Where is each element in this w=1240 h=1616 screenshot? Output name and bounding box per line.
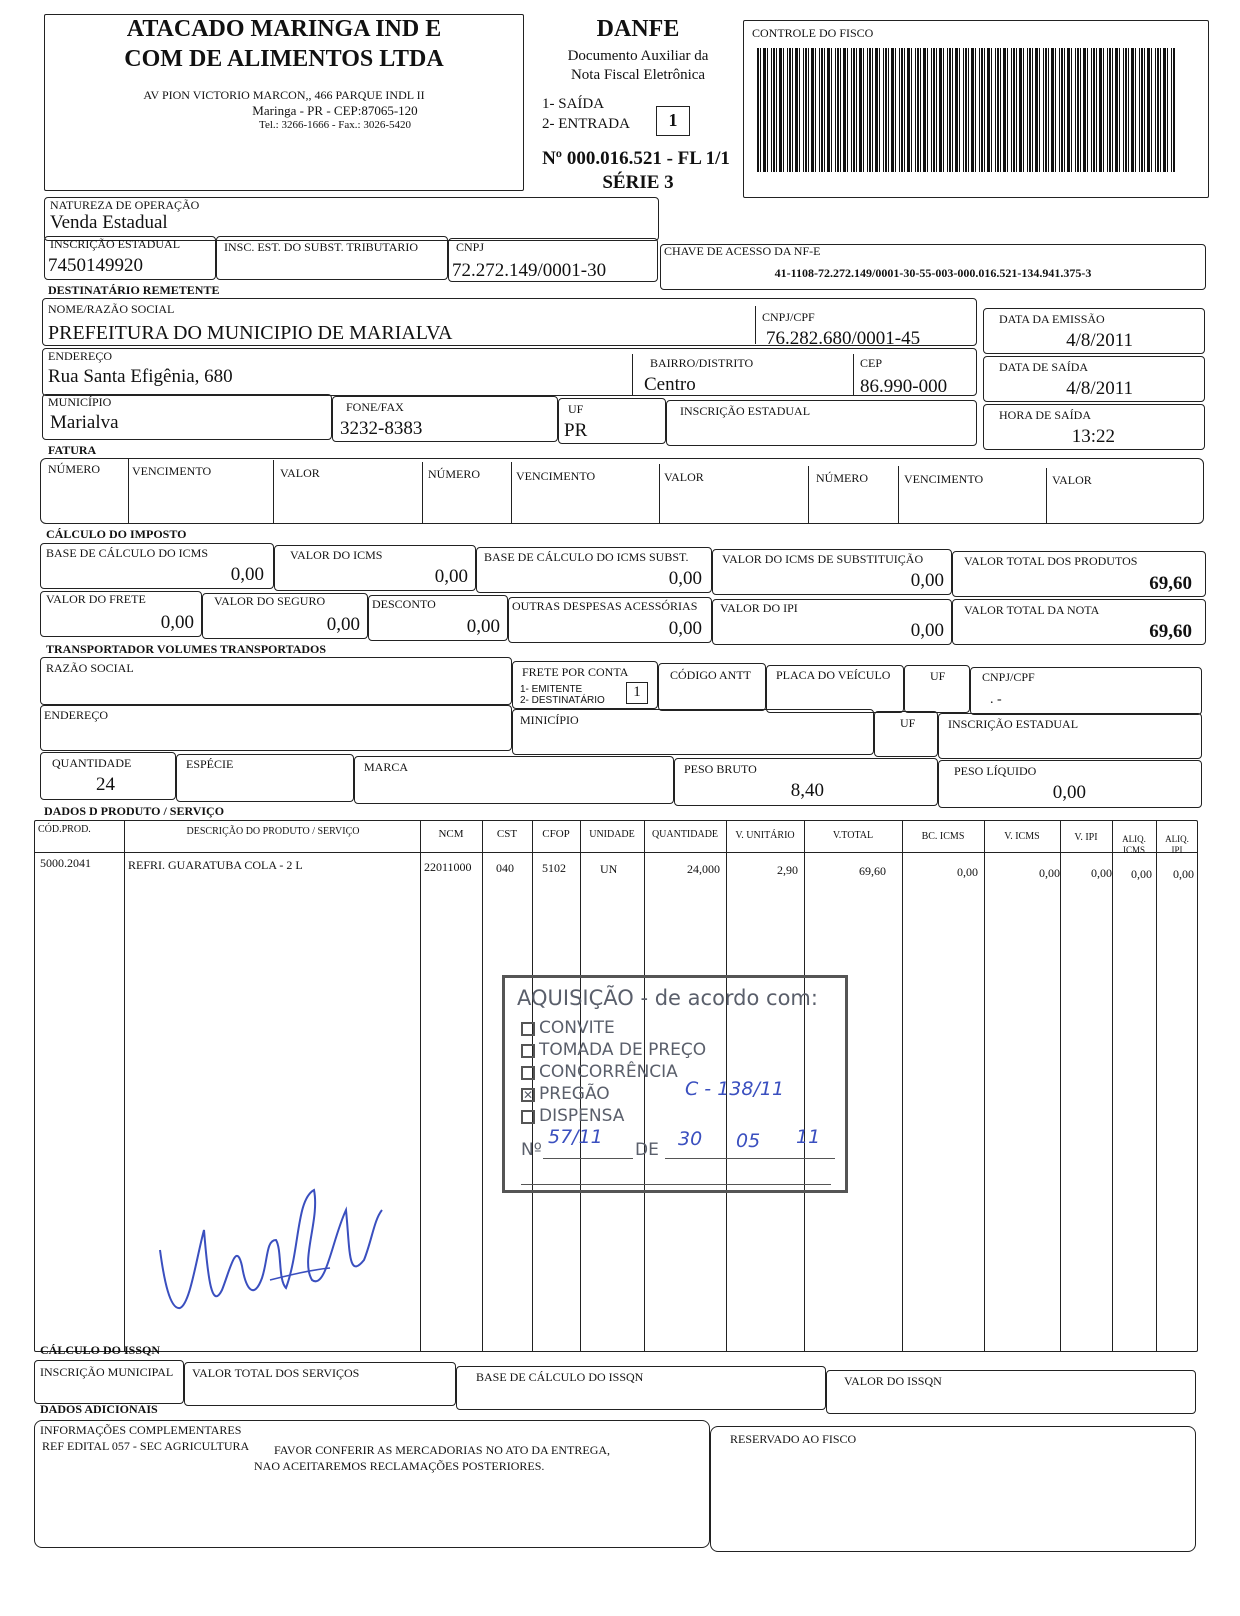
dest-cep-value: 86.990-000 [860,376,948,397]
prod-row-bcicms: 0,00 [957,865,978,879]
transp-placa-label: PLACA DO VEÍCULO [776,668,891,682]
fatura-div-7 [898,466,899,524]
imp-base-icms-value: 0,00 [230,564,264,585]
prod-h-aliq-ipi-2: IPI [1171,845,1183,855]
imp-frete-label: VALOR DO FRETE [46,592,146,606]
imp-total-nota-value: 69,60 [1149,621,1192,642]
dest-hora-value: 13:22 [1071,426,1115,447]
prod-h-bcicms: BC. ICMS [921,831,965,842]
fatura-div-3 [422,462,423,524]
cnpj-value: 72.272.149/0001-30 [452,260,607,281]
imp-seguro-value: 0,00 [326,614,360,635]
iest-label: INSC. EST. DO SUBST. TRIBUTARIO [224,240,419,254]
prod-h-aliq-icms-1: ALIQ. [1122,834,1146,844]
imp-seguro-label: VALOR DO SEGURO [214,594,326,608]
fatura-numero-2: NÚMERO [428,467,481,481]
stamp-opt-concorrencia: CONCORRÊNCIA [539,1062,678,1082]
dest-hora-label: HORA DE SAÍDA [999,408,1092,422]
fisco-label: CONTROLE DO FISCO [752,26,874,40]
dest-uf-value: PR [564,420,588,441]
emitente-city: Maringa - PR - CEP:87065-120 [252,103,418,118]
fatura-div-5 [659,464,660,524]
prod-col-aliq-ipi [1156,820,1157,1352]
adic-info-line2: NAO ACEITAREMOS RECLAMAÇÕES POSTERIORES. [254,1459,545,1473]
prod-h-cfop: CFOP [542,828,570,840]
dest-fone-label: FONE/FAX [346,400,404,414]
prod-row-desc: REFRI. GUARATUBA COLA - 2 L [128,858,303,872]
imp-frete-value: 0,00 [160,612,194,633]
transp-peso-liq-value: 0,00 [1052,782,1086,803]
transp-razao-label: RAZÃO SOCIAL [46,661,134,675]
dest-cnpj-divider [755,306,756,344]
stamp-check-pregao: ✕ [523,1088,534,1102]
adic-info-line1b: FAVOR CONFERIR AS MERCADORIAS NO ATO DA ENTREGA, [274,1443,611,1457]
dest-bairro-divider [632,354,633,396]
transp-endereco-label: ENDEREÇO [44,708,108,722]
prod-h-quantidade: QUANTIDADE [651,829,719,840]
imp-outras-label: OUTRAS DESPESAS ACESSÓRIAS [512,599,698,613]
fatura-div-2 [273,460,274,524]
stamp-sign-line [521,1184,831,1185]
prod-row-ncm: 22011000 [424,860,472,874]
prod-row-vipi: 0,00 [1091,866,1112,880]
stamp-hand-date-y: 11 [796,1126,821,1148]
fatura-div-1 [128,458,129,524]
transp-marca-label: MARCA [364,760,409,774]
barcode [757,48,1175,172]
stamp-check-concorrencia [521,1066,535,1080]
prod-row-vtotal: 69,60 [859,864,886,878]
dest-emissao-label: DATA DA EMISSÃO [999,312,1105,326]
prod-h-unidade: UNIDADE [589,829,635,840]
signature [150,1170,390,1320]
imp-icms-subst-label: VALOR DO ICMS DE SUBSTITUIÇÃO [722,552,924,566]
fatura-section: FATURA [48,443,97,457]
imp-total-nota-label: VALOR TOTAL DA NOTA [964,603,1100,617]
imp-ipi-label: VALOR DO IPI [720,601,798,615]
dest-municipio-label: MUNICÍPIO [48,395,112,409]
issqn-valor-label: VALOR DO ISSQN [844,1374,942,1388]
dest-fone-value: 3232-8383 [340,418,423,439]
prod-row-unidade: UN [600,862,618,876]
dest-emissao-value: 4/8/2011 [1066,330,1133,351]
prod-h-cst: CST [496,828,518,840]
stamp-title: AQUISIÇÃO - de acordo com: [517,986,818,1010]
prod-row-cfop: 5102 [542,861,566,875]
issqn-base-label: BASE DE CÁLCULO DO ISSQN [476,1370,644,1384]
prod-row-vicms: 0,00 [1039,866,1060,880]
fatura-valor-3: VALOR [1052,473,1092,487]
transp-cnpj-label: CNPJ/CPF [982,670,1035,684]
prod-h-ncm: NCM [438,828,464,840]
dest-cnpj-value: 76.282.680/0001-45 [766,328,921,349]
dest-nome-label: NOME/RAZÃO SOCIAL [48,302,175,316]
dest-endereco-label: ENDEREÇO [48,349,112,363]
transp-endereco-box [40,705,512,751]
fatura-valor-2: VALOR [664,470,704,484]
prod-row-aliq-icms: 0,00 [1131,867,1152,881]
emitente-name-line2: COM DE ALIMENTOS LTDA [124,46,444,72]
transp-peso-liq-label: PESO LÍQUIDO [954,764,1037,778]
danfe-type-box: 1 [656,106,690,136]
stamp-opt-convite: CONVITE [539,1018,615,1038]
danfe-opt-saida: 1- SAÍDA [542,96,605,112]
stamp-de-label: DE [635,1140,659,1160]
imp-valor-icms-value: 0,00 [434,566,468,587]
issqn-section: CÁLCULO DO ISSQN [40,1343,161,1357]
dest-municipio-value: Marialva [50,412,119,433]
imp-outras-value: 0,00 [668,618,702,639]
transp-uf2-label: UF [900,716,916,730]
produtos-header-line [34,852,1198,853]
stamp-no-label: Nº [521,1140,542,1160]
prod-h-desc: DESCRIÇÃO DO PRODUTO / SERVIÇO [186,826,360,837]
prod-h-vipi: V. IPI [1074,832,1098,843]
adic-info-line1a: REF EDITAL 057 - SEC AGRICULTURA [42,1439,250,1453]
aquisicao-stamp [502,975,848,1193]
stamp-check-tomada [521,1044,535,1058]
prod-h-vtotal: V.TOTAL [832,830,874,841]
transp-frete-value: 1 [626,682,648,704]
dest-ie-label: INSCRIÇÃO ESTADUAL [680,404,811,418]
natureza-label: NATUREZA DE OPERAÇÃO [50,198,200,212]
emitente-phone: Tel.: 3266-1666 - Fax.: 3026-5420 [259,119,411,131]
ie-value: 7450149920 [48,255,143,276]
prod-h-aliq-ipi-1: ALIQ. [1165,834,1189,844]
transp-cnpj-value: . - [990,692,1002,707]
prod-col-bcicms [902,820,903,1352]
prod-row-quantidade: 24,000 [687,862,720,876]
issqn-servicos-label: VALOR TOTAL DOS SERVIÇOS [192,1366,360,1380]
transportador-section: TRANSPORTADOR VOLUMES TRANSPORTADOS [46,642,327,656]
imp-icms-subst-value: 0,00 [910,570,944,591]
imp-ipi-value: 0,00 [910,620,944,641]
prod-row-aliq-ipi: 0,00 [1173,867,1194,881]
danfe-subtitle1: Documento Auxiliar da [567,48,709,64]
prod-h-vicms: V. ICMS [1004,831,1040,842]
imp-base-subst-label: BASE DE CÁLCULO DO ICMS SUBST. [484,550,689,564]
stamp-opt-dispensa: DISPENSA [539,1106,625,1126]
dest-cep-label: CEP [860,356,883,370]
transp-antt-label: CÓDIGO ANTT [670,668,751,682]
stamp-hand-number: 57/11 [548,1126,603,1148]
cnpj-label: CNPJ [456,240,485,254]
dest-bairro-label: BAIRRO/DISTRITO [650,356,754,370]
imp-base-subst-value: 0,00 [668,568,702,589]
transp-uf-label: UF [930,669,946,683]
transp-frete-label: FRETE POR CONTA [522,665,629,679]
dest-cnpj-label: CNPJ/CPF [762,310,815,324]
issqn-im-label: INSCRIÇÃO MUNICIPAL [40,1365,174,1379]
transp-ie-label: INSCRIÇÃO ESTADUAL [948,717,1079,731]
transp-qtd-label: QUANTIDADE [52,756,132,770]
fatura-vencimento-1: VENCIMENTO [132,464,212,478]
imp-valor-icms-label: VALOR DO ICMS [290,548,383,562]
stamp-opt-pregao: PREGÃO [539,1084,610,1104]
danfe-subtitle2: Nota Fiscal Eletrônica [570,67,706,83]
transp-municipio-label: MINICÍPIO [520,713,579,727]
transp-frete-opt1: 1- EMITENTE [520,684,583,695]
imp-base-icms-label: BASE DE CÁLCULO DO ICMS [46,546,209,560]
fatura-div-8 [1046,468,1047,524]
prod-col-ncm [420,820,421,1352]
chave-value: 41-1108-72.272.149/0001-30-55-003-000.016.521-134.941.375-3 [774,266,1092,280]
adicionais-section: DADOS ADICIONAIS [40,1402,158,1416]
transp-peso-bruto-value: 8,40 [790,780,824,801]
produtos-section: DADOS D PRODUTO / SERVIÇO [44,804,225,818]
imp-desconto-label: DESCONTO [372,597,436,611]
prod-col-desc [124,820,125,1352]
prod-col-vipi [1060,820,1061,1352]
danfe-number: Nº 000.016.521 - FL 1/1 [542,148,730,169]
prod-h-aliq-icms-2: ICMS [1122,845,1145,855]
prod-col-vicms [984,820,985,1352]
transp-frete-opt2: 2- DESTINATÁRIO [520,695,605,706]
fatura-vencimento-3: VENCIMENTO [904,472,984,486]
dest-bairro-value: Centro [644,374,696,395]
prod-h-cod: CÓD.PROD. [38,824,91,835]
dest-saida-label: DATA DE SAÍDA [999,360,1089,374]
stamp-hand-ref: C - 138/11 [685,1078,785,1100]
destinatario-section: DESTINATÁRIO REMETENTE [48,283,220,297]
fatura-vencimento-2: VENCIMENTO [516,469,596,483]
emitente-name-line1: ATACADO MARINGA IND E [126,16,442,42]
stamp-no-line [543,1158,633,1159]
stamp-date-line [665,1158,835,1159]
prod-h-vunit: V. UNITÁRIO [735,830,795,841]
danfe-serie: SÉRIE 3 [602,172,674,193]
fatura-div-4 [511,462,512,524]
fatura-div-6 [808,466,809,524]
dest-saida-value: 4/8/2011 [1066,378,1133,399]
danfe-title: DANFE [596,16,680,42]
prod-row-vunit: 2,90 [777,863,798,877]
transp-qtd-value: 24 [96,774,115,795]
prod-col-aliq-icms [1112,820,1113,1352]
fatura-box [40,458,1204,524]
imp-total-produtos-value: 69,60 [1149,573,1192,594]
fatura-numero-3: NÚMERO [816,471,869,485]
dest-nome-value: PREFEITURA DO MUNICIPIO DE MARIALVA [48,322,453,344]
stamp-hand-date-d: 30 [678,1128,703,1150]
adic-info-label: INFORMAÇÕES COMPLEMENTARES [40,1423,242,1437]
ie-label: INSCRIÇÃO ESTADUAL [50,237,181,251]
dest-endereco-value: Rua Santa Efigênia, 680 [48,366,233,387]
prod-row-cst: 040 [496,861,514,875]
prod-col-cst [482,820,483,1352]
imp-desconto-value: 0,00 [466,616,500,637]
imp-total-produtos-label: VALOR TOTAL DOS PRODUTOS [964,554,1138,568]
dest-uf-label: UF [568,402,584,416]
transp-especie-label: ESPÉCIE [186,757,234,771]
dest-cep-divider [853,354,854,396]
fatura-numero-1: NÚMERO [48,462,101,476]
natureza-value: Venda Estadual [50,212,168,233]
fatura-valor-1: VALOR [280,466,320,480]
imposto-section: CÁLCULO DO IMPOSTO [46,527,187,541]
stamp-opt-tomada: TOMADA DE PREÇO [539,1040,707,1060]
emitente-address: AV PION VICTORIO MARCON,, 466 PARQUE INDL II [143,88,425,102]
danfe-opt-entrada: 2- ENTRADA [542,116,630,132]
chave-label: CHAVE DE ACESSO DA NF-E [664,244,821,258]
stamp-check-dispensa [521,1110,535,1124]
transp-peso-bruto-label: PESO BRUTO [684,762,757,776]
stamp-hand-date-m: 05 [736,1130,761,1152]
prod-row-cod: 5000.2041 [40,856,91,870]
stamp-check-convite [521,1022,535,1036]
adic-reservado-label: RESERVADO AO FISCO [730,1432,857,1446]
